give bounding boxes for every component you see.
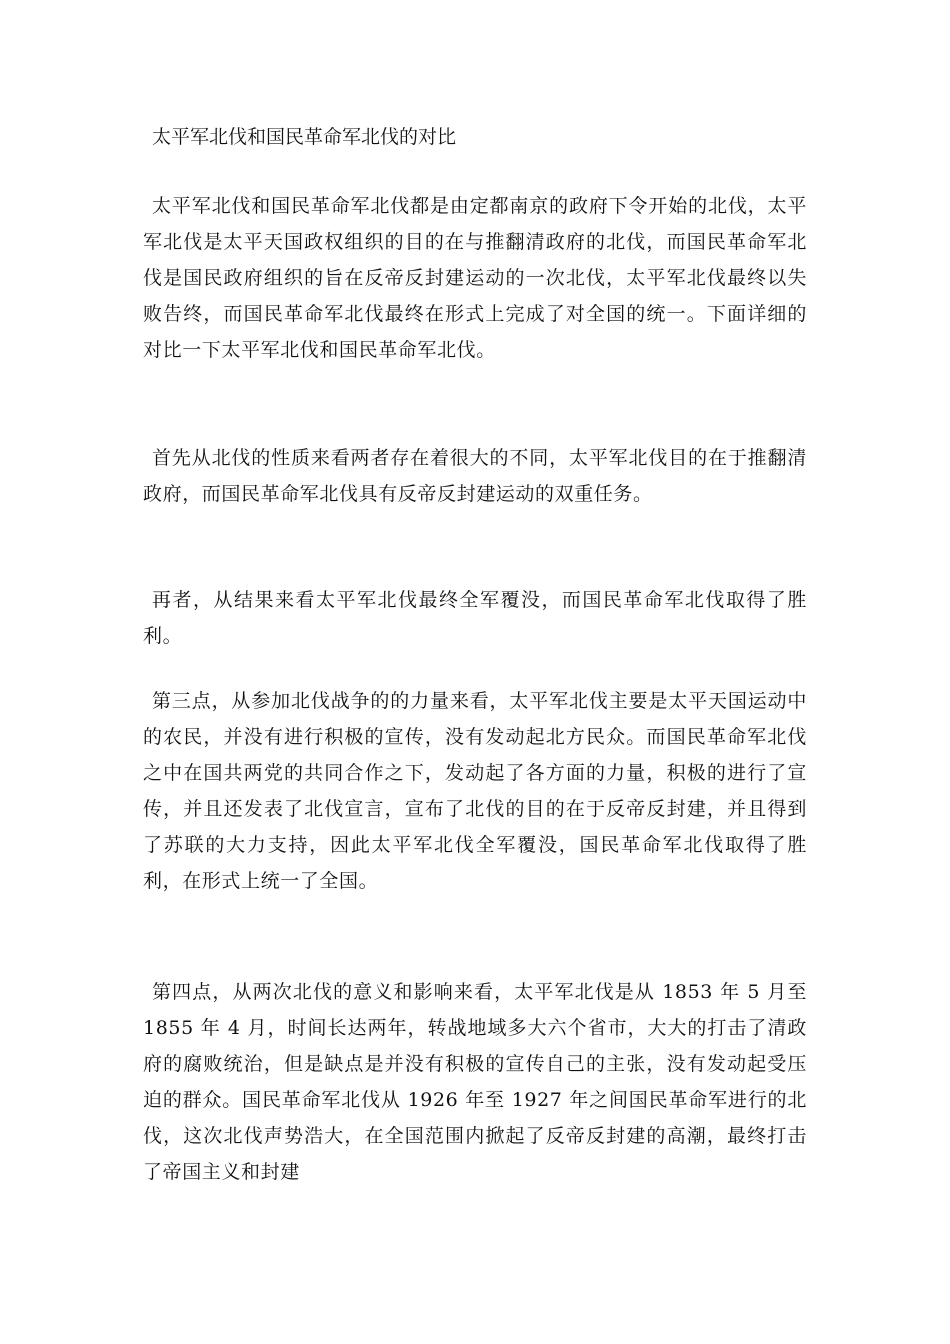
paragraph-intro: 太平军北伐和国民革命军北伐都是由定都南京的政府下令开始的北伐，太平军北伐是太平天国政权组织的目的在与推翻清政府的北伐，而国民革命军北伐是国民政府组织的旨在反帝反封建运动的一次北伐，太平军北伐最终以失败告终，而国民革命军北伐最终在形式上完成了对全国的统一。下面详细的对比一下太平军北伐和国民革命军北伐。 (143, 195, 807, 361)
document-title: 太平军北伐和国民革命军北伐的对比 (152, 126, 457, 148)
paragraph-forces: 第三点，从参加北伐战争的的力量来看，太平军北伐主要是太平天国运动中的农民，并没有进行积极的宣传，没有发动起北方民众。而国民革命军北伐之中在国共两党的共同合作之下，发动起了各方面的力量，积极的进行了宣传，并且还发表了北伐宣言，宣布了北伐的目的在于反帝反封建，并且得到了苏联的大力支持，因此太平军北伐全军覆没，国民革命军北伐取得了胜利，在形式上统一了全国。 (143, 690, 807, 892)
paragraph-nature: 首先从北伐的性质来看两者存在着很大的不同，太平军北伐目的在于推翻清政府，而国民革命军北伐具有反帝反封建运动的双重任务。 (143, 447, 807, 505)
paragraph-significance: 第四点，从两次北伐的意义和影响来看，太平军北伐是从 1853 年 5 月至 1855 年 4 月，时间长达两年，转战地域多大六个省市，大大的打击了清政府的腐败统治，但是缺点是并没有积极的宣传自己的主张，没有发动起受压迫的群众。国民革命军北伐从 1926 年至 1927 年之间国民革命军进行的北伐，这次北伐声势浩大，在全国范围内掀起了反帝反封建的高潮，最终打击了帝国主义和封建 (143, 981, 807, 1183)
paragraph-result: 再者，从结果来看太平军北伐最终全军覆没，而国民革命军北伐取得了胜利。 (143, 589, 807, 647)
